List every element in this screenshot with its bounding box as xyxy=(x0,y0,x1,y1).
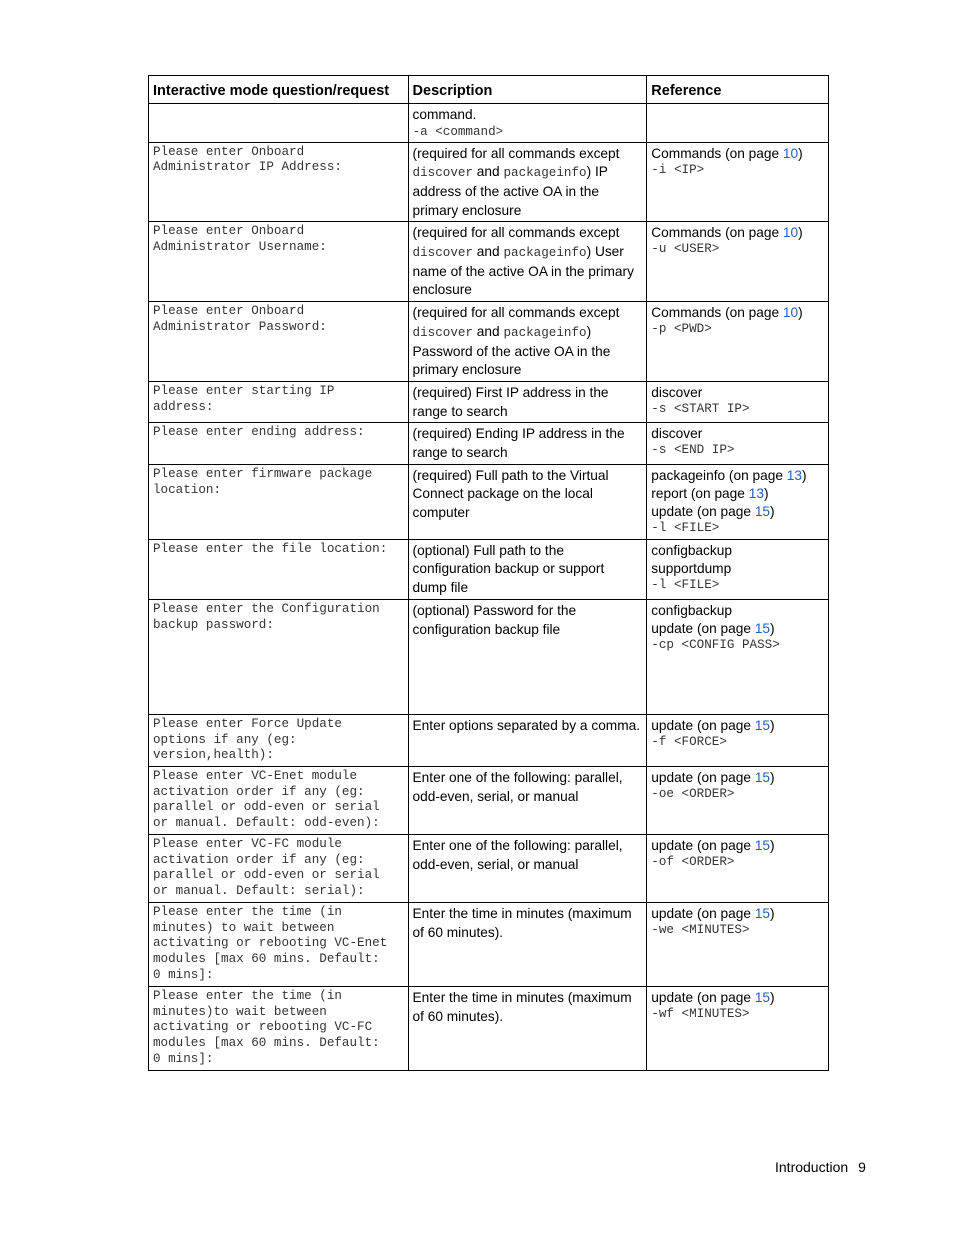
reference-label: update (on page xyxy=(651,837,755,853)
description-cell xyxy=(408,902,647,986)
reference-cell xyxy=(647,902,829,986)
table-row xyxy=(149,986,829,1070)
reference-close: ) xyxy=(763,485,769,501)
table-row xyxy=(149,302,829,382)
question-cell xyxy=(149,142,409,222)
reference-entry xyxy=(651,467,824,485)
question-cell xyxy=(149,423,409,464)
reference-entry xyxy=(651,905,824,923)
reference-entry xyxy=(651,503,824,521)
page-link[interactable]: 13 xyxy=(748,485,764,501)
description-code: discover xyxy=(412,325,473,340)
reference-cell xyxy=(647,539,829,599)
question-text: Please enter Force Update options if any (eg: version,health): xyxy=(153,716,342,763)
description-cell xyxy=(408,423,647,464)
reference-entry xyxy=(651,837,824,855)
reference-entry xyxy=(651,542,824,560)
command-option: -u <USER> xyxy=(651,242,720,257)
description-cell xyxy=(408,766,647,834)
description-segment: and xyxy=(473,244,504,260)
column-header-question: Interactive mode question/request xyxy=(149,76,409,104)
description-cell xyxy=(408,222,647,302)
reference-label: update (on page xyxy=(651,620,755,636)
description-segment: (required for all commands except xyxy=(412,225,620,241)
command-option: -l <FILE> xyxy=(651,577,720,592)
reference-label: update (on page xyxy=(651,769,755,785)
description-cell xyxy=(408,834,647,902)
page-link[interactable]: 15 xyxy=(754,717,771,733)
description-cell xyxy=(408,302,647,382)
reference-close: ) xyxy=(770,837,775,853)
reference-label: supportdump xyxy=(651,560,732,576)
reference-close: ) xyxy=(802,467,807,483)
page-link[interactable]: 15 xyxy=(754,905,771,921)
description-text xyxy=(413,602,643,639)
interactive-mode-table xyxy=(148,75,829,1071)
reference-label: update (on page xyxy=(651,717,755,733)
description-cell xyxy=(408,142,647,222)
reference-label: discover xyxy=(651,426,703,442)
description-text xyxy=(413,467,643,523)
command-option: -of <ORDER> xyxy=(651,854,735,869)
table-row xyxy=(149,104,829,143)
description-segment: (required for all commands except xyxy=(412,145,620,161)
command-option: -l <FILE> xyxy=(651,520,720,535)
table-row xyxy=(149,222,829,302)
reference-entry xyxy=(651,769,824,787)
table-row xyxy=(149,766,829,834)
reference-close: ) xyxy=(770,620,775,636)
footer-page-number: 9 xyxy=(858,1159,866,1175)
table-row xyxy=(149,599,829,714)
description-text xyxy=(413,106,643,125)
command-option: -s <START IP> xyxy=(651,401,750,416)
page-link[interactable]: 15 xyxy=(754,620,771,636)
reference-close: ) xyxy=(798,145,803,161)
reference-label: Commands (on page xyxy=(651,225,783,241)
page-link[interactable]: 10 xyxy=(782,305,799,321)
reference-label: discover xyxy=(651,384,703,400)
question-cell xyxy=(149,381,409,422)
table-row xyxy=(149,834,829,902)
question-cell xyxy=(149,834,409,902)
description-segment: command. xyxy=(412,107,477,122)
description-segment: (required) Ending IP address in the range to search xyxy=(412,426,625,461)
reference-cell xyxy=(647,834,829,902)
description-segment: ) IP address of the active OA in the primary enclosure xyxy=(412,164,608,218)
question-cell xyxy=(149,599,409,714)
description-code: discover xyxy=(412,246,473,261)
description-segment: (optional) Password for the configuration backup file xyxy=(412,602,577,637)
reference-label: update (on page xyxy=(651,905,755,921)
question-text: Please enter starting IP address: xyxy=(153,383,335,414)
description-segment: and xyxy=(473,164,504,180)
description-segment: Enter the time in minutes (maximum of 60 minutes). xyxy=(412,905,632,940)
description-cell xyxy=(408,599,647,714)
question-text: Please enter the file location: xyxy=(153,541,388,556)
description-option: -a <command> xyxy=(412,124,504,139)
reference-close: ) xyxy=(770,989,775,1005)
reference-entry xyxy=(651,602,824,620)
reference-close: ) xyxy=(770,769,775,785)
footer-section: Introduction xyxy=(775,1159,849,1175)
question-cell xyxy=(149,464,409,539)
description-segment: (required for all commands except xyxy=(412,305,620,321)
command-option: -i <IP> xyxy=(651,162,705,177)
reference-cell xyxy=(647,986,829,1070)
description-code: packageinfo xyxy=(503,246,587,261)
question-cell xyxy=(149,766,409,834)
description-segment: ) Password of the active OA in the primary enclosure xyxy=(412,323,611,378)
description-segment: Enter one of the following: parallel, odd-even, serial, or manual xyxy=(412,837,623,872)
description-text xyxy=(413,145,643,221)
reference-close: ) xyxy=(798,225,803,241)
description-segment: (optional) Full path to the configuration backup or support dump file xyxy=(412,542,605,596)
command-option: -p <PWD> xyxy=(651,322,712,337)
reference-close: ) xyxy=(770,717,775,733)
page-link[interactable]: 15 xyxy=(754,989,771,1005)
question-text: Please enter Onboard Administrator IP Address: xyxy=(153,144,342,175)
reference-entry xyxy=(651,717,824,735)
reference-cell xyxy=(647,464,829,539)
question-cell xyxy=(149,302,409,382)
question-cell xyxy=(149,902,409,986)
table-header-row xyxy=(149,76,829,104)
question-text: Please enter the Configuration backup password: xyxy=(153,601,380,632)
reference-cell xyxy=(647,222,829,302)
reference-entry xyxy=(651,145,824,163)
page-link[interactable]: 10 xyxy=(782,145,799,161)
page-footer xyxy=(775,1159,866,1175)
reference-label: update (on page xyxy=(651,503,755,519)
question-text: Please enter VC-FC module activation order if any (eg: parallel or odd-even or serial or manual. Default: serial): xyxy=(153,836,380,899)
description-text xyxy=(413,769,643,806)
description-code: packageinfo xyxy=(503,166,587,181)
description-text xyxy=(413,989,643,1026)
table-row xyxy=(149,142,829,222)
reference-cell xyxy=(647,381,829,422)
reference-entry xyxy=(651,425,824,443)
description-text xyxy=(413,837,643,874)
column-header-reference: Reference xyxy=(647,76,829,104)
reference-entry xyxy=(651,989,824,1007)
description-text xyxy=(413,304,643,380)
description-segment: Enter options separated by a comma. xyxy=(412,717,641,733)
table-row xyxy=(149,381,829,422)
reference-cell xyxy=(647,104,829,143)
question-cell xyxy=(149,714,409,766)
reference-entry xyxy=(651,224,824,242)
reference-label: Commands (on page xyxy=(651,145,783,161)
reference-close: ) xyxy=(770,905,775,921)
description-cell xyxy=(408,539,647,599)
question-text: Please enter the time (in minutes)to wait between activating or rebooting VC-FC modules [max 60 mins. Default: 0 mins]: xyxy=(153,988,380,1067)
question-cell xyxy=(149,986,409,1070)
reference-label: configbackup xyxy=(651,542,732,558)
command-option: -wf <MINUTES> xyxy=(651,1006,750,1021)
table-row xyxy=(149,902,829,986)
description-segment: ) User name of the active OA in the primary enclosure xyxy=(412,244,634,298)
reference-label: Commands (on page xyxy=(651,305,783,321)
table-row xyxy=(149,539,829,599)
question-cell xyxy=(149,539,409,599)
table-row xyxy=(149,464,829,539)
question-cell xyxy=(149,222,409,302)
reference-label: configbackup xyxy=(651,602,732,618)
reference-cell xyxy=(647,714,829,766)
description-code: discover xyxy=(412,166,473,181)
reference-close: ) xyxy=(770,503,775,519)
description-segment: and xyxy=(473,323,504,339)
reference-cell xyxy=(647,766,829,834)
reference-cell xyxy=(647,599,829,714)
column-header-description: Description xyxy=(408,76,647,104)
description-text xyxy=(413,905,643,942)
reference-entry xyxy=(651,485,824,503)
description-segment: Enter the time in minutes (maximum of 60 minutes). xyxy=(412,989,632,1024)
question-text: Please enter firmware package location: xyxy=(153,466,373,497)
description-cell xyxy=(408,714,647,766)
reference-cell xyxy=(647,142,829,222)
description-text xyxy=(413,425,643,462)
command-option: -f <FORCE> xyxy=(651,734,727,749)
description-text xyxy=(413,542,643,598)
reference-entry xyxy=(651,384,824,402)
page-link[interactable]: 10 xyxy=(782,225,799,241)
command-option: -s <END IP> xyxy=(651,443,735,458)
question-text: Please enter VC-Enet module activation order if any (eg: parallel or odd-even or serial or manual. Default: odd-even): xyxy=(153,768,380,831)
description-cell xyxy=(408,464,647,539)
page-link[interactable]: 13 xyxy=(786,467,802,483)
table-row xyxy=(149,423,829,464)
question-text: Please enter ending address: xyxy=(153,425,365,440)
description-cell xyxy=(408,381,647,422)
question-text: Please enter the time (in minutes) to wait between activating or rebooting VC-Enet modules [max 60 mins. Default: 0 mins]: xyxy=(153,904,388,983)
reference-label: report (on page xyxy=(651,485,749,501)
description-text xyxy=(413,224,643,300)
description-text xyxy=(413,384,643,421)
command-option: -we <MINUTES> xyxy=(651,922,750,937)
command-option: -cp <CONFIG PASS> xyxy=(651,637,780,652)
page-link[interactable]: 15 xyxy=(754,769,771,785)
description-segment: (required) First IP address in the range to search xyxy=(412,384,609,419)
question-text: Please enter Onboard Administrator Username: xyxy=(153,224,327,255)
page-link[interactable]: 15 xyxy=(754,837,771,853)
command-option: -oe <ORDER> xyxy=(651,786,735,801)
page-link[interactable]: 15 xyxy=(754,503,771,519)
reference-close: ) xyxy=(798,305,803,321)
description-segment: (required) Full path to the Virtual Connect package on the local computer xyxy=(412,467,609,521)
description-cell xyxy=(408,104,647,143)
reference-label: packageinfo (on page xyxy=(651,467,787,483)
table-body xyxy=(149,104,829,1071)
reference-label: update (on page xyxy=(651,989,755,1005)
description-text xyxy=(413,717,643,736)
table-row xyxy=(149,714,829,766)
description-segment: Enter one of the following: parallel, odd-even, serial, or manual xyxy=(412,769,623,804)
description-code: packageinfo xyxy=(503,325,587,340)
question-cell xyxy=(149,104,409,143)
description-cell xyxy=(408,986,647,1070)
reference-cell xyxy=(647,302,829,382)
question-text: Please enter Onboard Administrator Password: xyxy=(153,304,327,334)
reference-cell xyxy=(647,423,829,464)
reference-entry xyxy=(651,620,824,638)
reference-entry xyxy=(651,560,824,578)
reference-entry xyxy=(651,304,824,322)
